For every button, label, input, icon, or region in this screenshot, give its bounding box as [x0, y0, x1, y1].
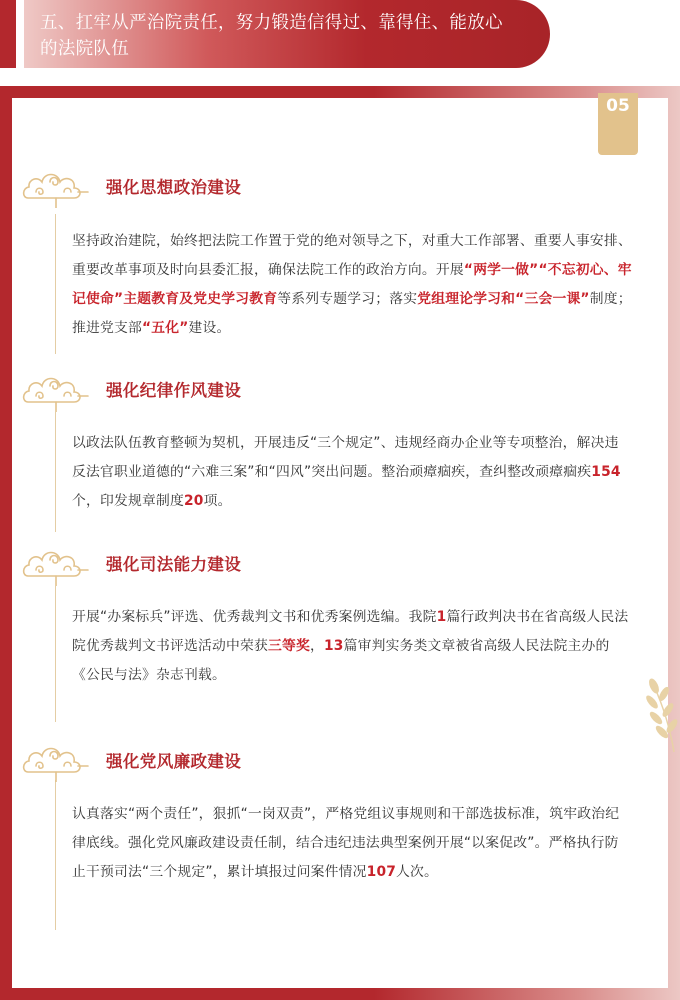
banner-accent-bar [0, 0, 16, 68]
section-heading: 强化纪律作风建设 [106, 381, 242, 400]
paragraph-text: 建设。 [188, 320, 231, 336]
paragraph-text: 等系列专题学习；落实 [277, 291, 418, 307]
auspicious-cloud-icon [20, 726, 92, 782]
paragraph-text: 坚持政治建院，始终把法院工作置于党的绝对领导之下，对重大工作部署、重要人事安排、重要改革事项及时向县委汇报，确保法院工作的政治方向。开展 [72, 233, 632, 278]
paragraph-text: 篇审判实务类文章被省高级人民法院主办的《公民与法》杂志刊载。 [72, 638, 610, 683]
highlight-number: 154 [591, 464, 621, 480]
paragraph-text: 人次。 [396, 864, 439, 880]
section-paragraph [72, 227, 632, 343]
section-paragraph [72, 603, 632, 690]
highlight-text: “两学一做”“不忘初心、牢记使命”主题教育及党史学习教育 [72, 262, 632, 307]
section-heading: 强化思想政治建设 [106, 178, 242, 197]
divider-line [55, 586, 56, 722]
paragraph-text: 认真落实“两个责任”，狠抓“一岗双责”，严格党组议事规则和干部选拔标准，筑牢政治纪律底线。强化党风廉政建设责任制，结合违纪违法典型案例开展“以案促改”。严格执行防止干预司法“三个规定”，累计填报过问案件情况 [72, 806, 620, 880]
highlight-number: 1 [436, 609, 447, 625]
highlight-text: “五化” [141, 320, 189, 336]
section-paragraph [72, 429, 632, 516]
paragraph-text: 开展“办案标兵”评选、优秀裁判文书和优秀案例选编。我院 [72, 609, 437, 625]
paragraph-text: ， [309, 638, 324, 654]
wheat-icon [640, 668, 680, 752]
highlight-text: 三等奖 [267, 638, 310, 654]
section-banner [24, 0, 550, 68]
highlight-number: 107 [366, 864, 397, 880]
paragraph-text: 个，印发规章制度 [72, 493, 184, 509]
divider-line [55, 412, 56, 532]
section-number: 05 [606, 96, 630, 116]
section-paragraph [72, 800, 632, 887]
banner-title: 五、扛牢从严治院责任，努力锻造信得过、靠得住、能放心的法院队伍 [40, 13, 503, 59]
divider-line [55, 214, 56, 354]
section-heading: 强化司法能力建设 [106, 555, 242, 574]
paragraph-text: 项。 [203, 493, 232, 509]
auspicious-cloud-icon [20, 356, 92, 412]
auspicious-cloud-icon [20, 530, 92, 586]
paragraph-text: 制度；推进党支部 [72, 291, 632, 336]
auspicious-cloud-icon [20, 152, 92, 208]
highlight-number: 20 [183, 493, 204, 509]
section-heading: 强化党风廉政建设 [106, 752, 242, 771]
divider-line [55, 780, 56, 930]
highlight-text: 党组理论学习和“三会一课” [417, 291, 590, 307]
paragraph-text: 篇行政判决书在省高级人民法院优秀裁判文书评选活动中荣获 [72, 609, 629, 654]
highlight-number: 13 [323, 638, 344, 654]
paragraph-text: 以政法队伍教育整顿为契机，开展违反“三个规定”、违规经商办企业等专项整治，解决违反法官职业道德的“六难三案”和“四风”突出问题。整治顽瘴痼疾，查纠整改顽瘴痼疾 [72, 435, 619, 480]
